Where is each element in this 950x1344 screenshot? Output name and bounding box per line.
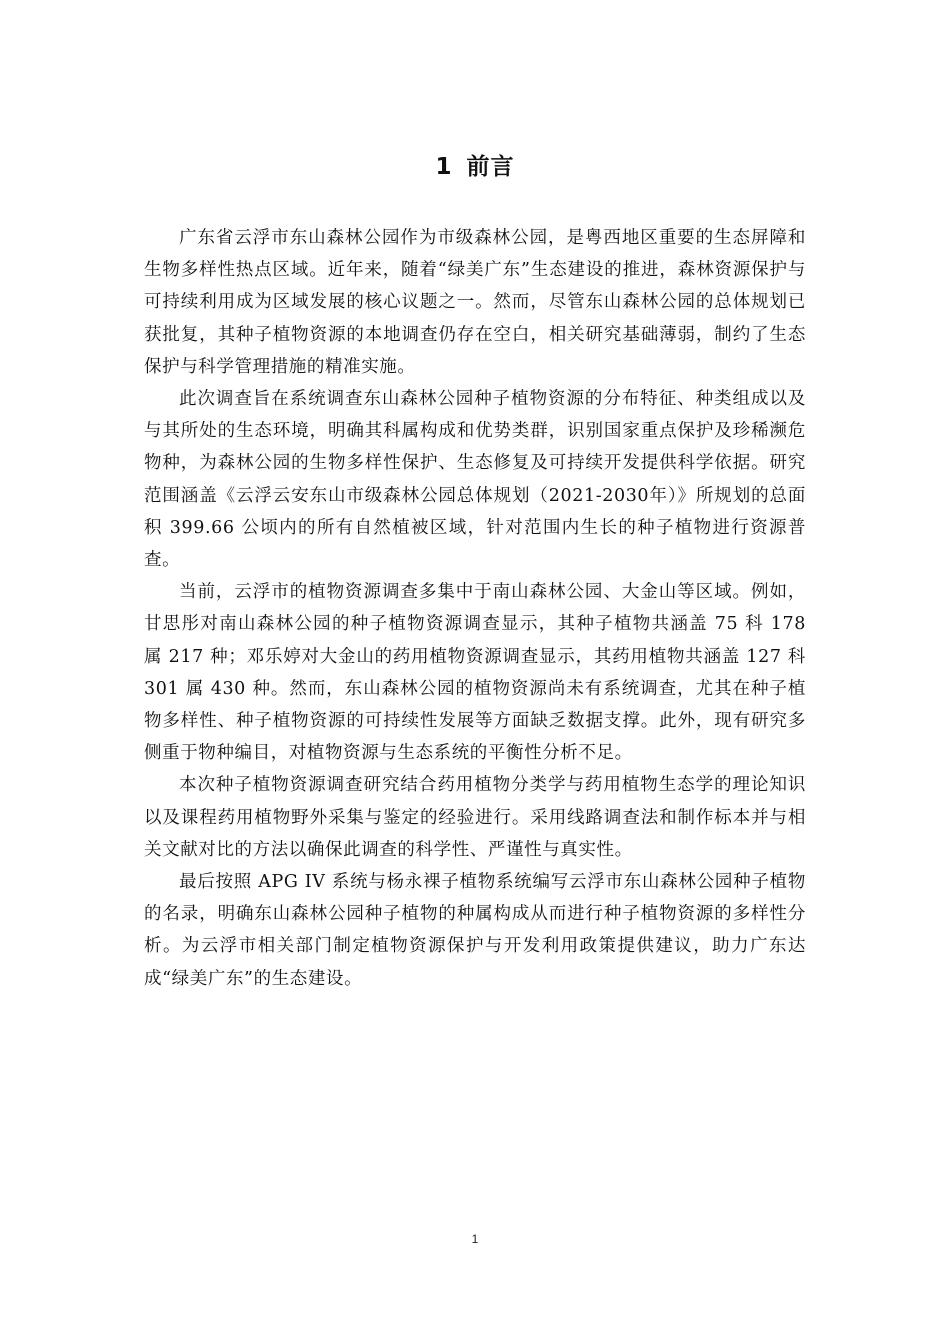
paragraph-objective: 此次调查旨在系统调查东山森林公园种子植物资源的分布特征、种类组成以及与其所处的生态环境，明确其科属构成和优势类群，识别国家重点保护及珍稀濒危物种，为森林公园的生物多样性保护、生态修复及可持续开发提供科学依据。研究范围涵盖《云浮云安东山市级森林公园总体规划（2021-2030年）》所规划的总面积 399.66 公顷内的所有自然植被区域，针对范围内生长的种子植物进行资源普查。	[144, 389, 806, 571]
section-heading	[0, 148, 950, 181]
paragraph-outcome: 最后按照 APG IV 系统与杨永裸子植物系统编写云浮市东山森林公园种子植物的名录，明确东山森林公园种子植物的种属构成从而进行种子植物资源的多样性分析。为云浮市相关部门制定植物资源保护与开发利用政策提供建议，助力广东达成“绿美广东”的生态建设。	[144, 872, 806, 989]
section-number: 1	[435, 154, 453, 180]
body-text	[144, 222, 806, 995]
section-title: 前言	[466, 154, 515, 180]
paragraph-methods: 本次种子植物资源调查研究结合药用植物分类学与药用植物生态学的理论知识以及课程药用植物野外采集与鉴定的经验进行。采用线路调查法和制作标本并与相关文献对比的方法以确保此调查的科学性、严谨性与真实性。	[144, 775, 806, 860]
paragraph-current-status: 当前，云浮市的植物资源调查多集中于南山森林公园、大金山等区域。例如，甘思彤对南山森林公园的种子植物资源调查显示，其种子植物共涵盖 75 科 178 属 217 种；邓乐婷对大金山的药用植物资源调查显示，其药用植物共涵盖 127 科 301 属 430 种。然而，东山森林公园的植物资源尚未有系统调查，尤其在种子植物多样性、种子植物资源的可持续性发展等方面缺乏数据支撑。此外，现有研究多侧重于物种编目，对植物资源与生态系统的平衡性分析不足。	[144, 582, 806, 764]
page-number: 1	[471, 1232, 479, 1246]
paragraph-background: 广东省云浮市东山森林公园作为市级森林公园，是粤西地区重要的生态屏障和生物多样性热点区域。近年来，随着“绿美广东”生态建设的推进，森林资源保护与可持续利用成为区域发展的核心议题之一。然而，尽管东山森林公园的总体规划已获批复，其种子植物资源的本地调查仍存在空白，相关研究基础薄弱，制约了生态保护与科学管理措施的精准实施。	[144, 228, 806, 377]
